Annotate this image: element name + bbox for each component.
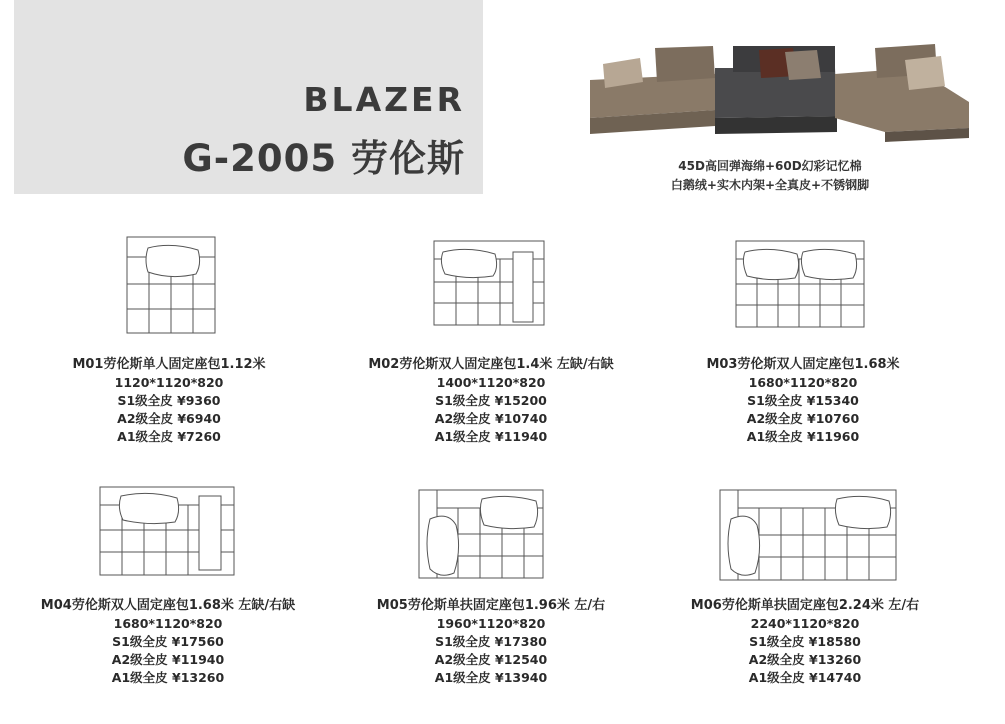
product-size: 1680*1120*820: [113, 616, 223, 631]
product-size: 1120*1120*820: [114, 375, 224, 390]
price-a1: A1级全皮 ¥13260: [111, 670, 225, 685]
product-name: M02劳伦斯双人固定座包1.4米 左缺/右缺: [368, 357, 614, 372]
price-a1: A1级全皮 ¥11960: [746, 429, 860, 444]
product-name: M06劳伦斯单扶固定座包2.24米 左/右: [690, 598, 920, 613]
price-a2: A2级全皮 ¥10760: [746, 411, 860, 426]
product-size: 1960*1120*820: [436, 616, 546, 631]
brand-title: BLAZER: [303, 80, 465, 119]
model-title: G-2005 劳伦斯: [182, 137, 465, 180]
product-m05: [331, 597, 651, 687]
price-a2: A2级全皮 ¥13260: [748, 652, 862, 667]
price-a2: A2级全皮 ¥12540: [434, 652, 548, 667]
diagram-m05: [418, 489, 544, 579]
materials-line-2: 白鹅绒+实木内架+全真皮+不锈钢脚: [670, 178, 870, 192]
product-name: M05劳伦斯单扶固定座包1.96米 左/右: [376, 598, 606, 613]
product-name: M04劳伦斯双人固定座包1.68米 左缺/右缺: [40, 598, 296, 613]
diagram-m06: [719, 489, 897, 581]
diagram-m01: [126, 236, 216, 334]
product-name: M03劳伦斯双人固定座包1.68米: [706, 357, 900, 372]
product-m03: [643, 356, 963, 446]
price-a1: A1级全皮 ¥7260: [117, 429, 221, 444]
price-s1: S1级全皮 ¥9360: [117, 393, 221, 408]
price-a1: A1级全皮 ¥13940: [434, 670, 548, 685]
price-a1: A1级全皮 ¥14740: [748, 670, 862, 685]
sofa-photo: [585, 38, 975, 150]
price-s1: S1级全皮 ¥15200: [435, 393, 547, 408]
materials-line-1: 45D高回弹海绵+60D幻彩记忆棉: [678, 159, 862, 173]
product-m04: [8, 597, 328, 687]
price-a2: A2级全皮 ¥11940: [111, 652, 225, 667]
price-a2: A2级全皮 ¥6940: [117, 411, 221, 426]
price-a1: A1级全皮 ¥11940: [434, 429, 548, 444]
diagram-m04: [99, 486, 235, 576]
price-a2: A2级全皮 ¥10740: [434, 411, 548, 426]
price-s1: S1级全皮 ¥17380: [435, 634, 547, 649]
product-m02: [331, 356, 651, 446]
price-s1: S1级全皮 ¥18580: [749, 634, 861, 649]
diagram-m03: [735, 240, 865, 328]
product-size: 1400*1120*820: [436, 375, 546, 390]
product-size: 1680*1120*820: [748, 375, 858, 390]
price-s1: S1级全皮 ¥17560: [112, 634, 224, 649]
product-m01: [9, 356, 329, 446]
price-s1: S1级全皮 ¥15340: [747, 393, 859, 408]
product-name: M01劳伦斯单人固定座包1.12米: [72, 357, 266, 372]
diagram-m02: [433, 240, 545, 326]
product-size: 2240*1120*820: [750, 616, 860, 631]
product-m06: [645, 597, 965, 687]
hero-banner: [14, 0, 483, 194]
